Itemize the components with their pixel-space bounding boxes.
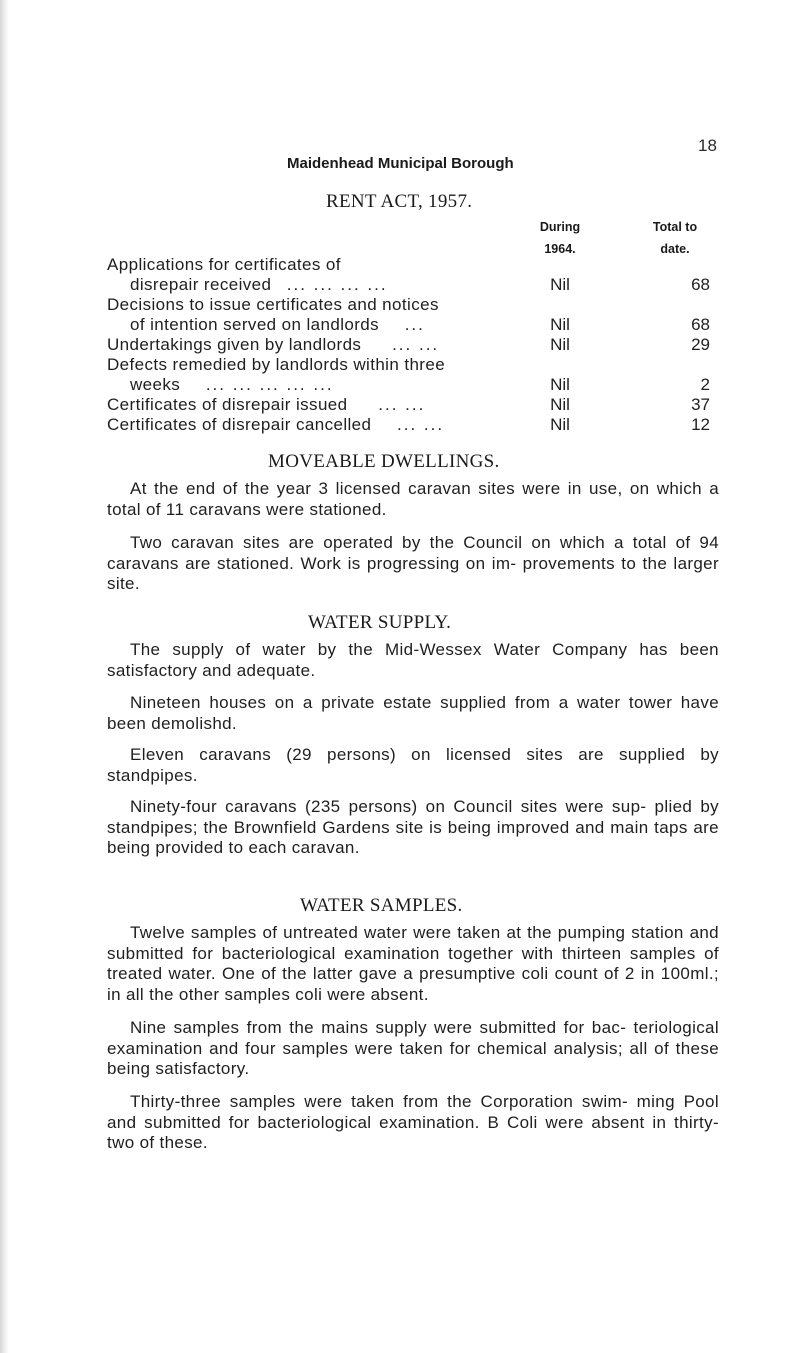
table-cell-during: Nil	[550, 415, 570, 434]
column-header-during-line1: During	[539, 220, 581, 234]
table-cell-total: 68	[691, 315, 710, 334]
row-label-text: weeks	[130, 375, 181, 394]
table-cell-total: 29	[691, 335, 710, 354]
column-header-total	[625, 216, 725, 260]
water-supply-heading: WATER SUPPLY.	[308, 612, 452, 633]
moveable-paragraph-2: Two caravan sites are operated by the Council on which a total of 94 caravans are stationed. Work is progressing on im- provements to the larger site.	[107, 533, 719, 593]
water-supply-paragraph-1: The supply of water by the Mid-Wessex Water Company has been satisfactory and adequate.	[107, 640, 719, 680]
borough-header: Maidenhead Municipal Borough	[287, 155, 514, 172]
table-row-label	[107, 295, 517, 335]
table-cell-during: Nil	[550, 395, 570, 414]
rent-act-heading: RENT ACT, 1957.	[326, 191, 473, 212]
table-row-label	[107, 395, 517, 415]
column-header-total-line1: Total to	[652, 220, 698, 234]
row-label-line1	[107, 335, 517, 355]
row-label-line1: Decisions to issue certificates and notices	[107, 295, 439, 314]
row-label-text: Certificates of disrepair cancelled	[107, 415, 372, 434]
row-label-line2	[107, 315, 517, 335]
table-row-label	[107, 335, 517, 355]
row-label-text: of intention served on landlords	[130, 315, 380, 334]
moveable-dwellings-heading: MOVEABLE DWELLINGS.	[268, 451, 500, 472]
moveable-paragraph-1: At the end of the year 3 licensed caravan sites were in use, on which a total of 11 caravans were stationed.	[107, 479, 719, 519]
page-binding-edge	[0, 0, 9, 1353]
leader-dots: ... ... ... ... ...	[205, 375, 334, 394]
row-label-text: disrepair received	[130, 275, 272, 294]
row-label-line2	[107, 375, 517, 395]
water-samples-paragraph-2: Nine samples from the mains supply were submitted for bac- teriological examination and four samples were taken for chemical analysis; all of these being satisfactory.	[107, 1018, 719, 1078]
row-label-text: Certificates of disrepair issued	[107, 395, 348, 414]
table-cell-during: Nil	[550, 315, 570, 334]
column-header-during-line2: 1964.	[544, 242, 576, 256]
leader-dots: ...	[404, 315, 425, 334]
leader-dots: ... ...	[378, 395, 426, 414]
table-cell-during: Nil	[550, 375, 570, 394]
table-cell-total: 12	[691, 415, 710, 434]
table-cell-during: Nil	[550, 335, 570, 354]
water-supply-paragraph-2: Nineteen houses on a private estate supplied from a water tower have been demolishd.	[107, 693, 719, 733]
leader-dots: ... ... ... ...	[286, 275, 388, 294]
column-header-during	[520, 216, 600, 260]
row-label-line1: Defects remedied by landlords within three	[107, 355, 446, 374]
row-label-line1: Applications for certificates of	[107, 255, 341, 274]
row-label-line1	[107, 415, 517, 435]
leader-dots: ... ...	[392, 335, 440, 354]
page-number: 18	[698, 136, 717, 155]
water-supply-paragraph-3: Eleven caravans (29 persons) on licensed sites are supplied by standpipes.	[107, 745, 719, 785]
column-header-total-line2: date.	[660, 242, 690, 256]
water-samples-paragraph-3: Thirty-three samples were taken from the Corporation swim- ming Pool and submitted for bacteriological examination. B Coli were absent in thirty-two of these.	[107, 1092, 719, 1152]
table-cell-total: 2	[700, 375, 710, 394]
table-cell-total: 68	[691, 275, 710, 294]
table-cell-during: Nil	[550, 275, 570, 294]
table-row-label	[107, 415, 517, 435]
row-label-line1	[107, 395, 517, 415]
table-cell-total: 37	[691, 395, 710, 414]
row-label-text: Undertakings given by landlords	[107, 335, 362, 354]
water-supply-paragraph-4: Ninety-four caravans (235 persons) on Council sites were sup- plied by standpipes; the Brownfield Gardens site is being improved and main taps are being provided to each caravan.	[107, 797, 719, 857]
water-samples-paragraph-1: Twelve samples of untreated water were taken at the pumping station and submitted for bacteriological examination together with thirteen samples of treated water. One of the latter gave a presumptive coli count of 2 in 100ml.; in all the other samples coli were absent.	[107, 923, 719, 1004]
leader-dots: ... ...	[397, 415, 445, 434]
row-label-line2	[107, 275, 517, 295]
table-row-label	[107, 355, 517, 395]
table-row-label	[107, 255, 517, 295]
water-samples-heading: WATER SAMPLES.	[300, 895, 463, 916]
